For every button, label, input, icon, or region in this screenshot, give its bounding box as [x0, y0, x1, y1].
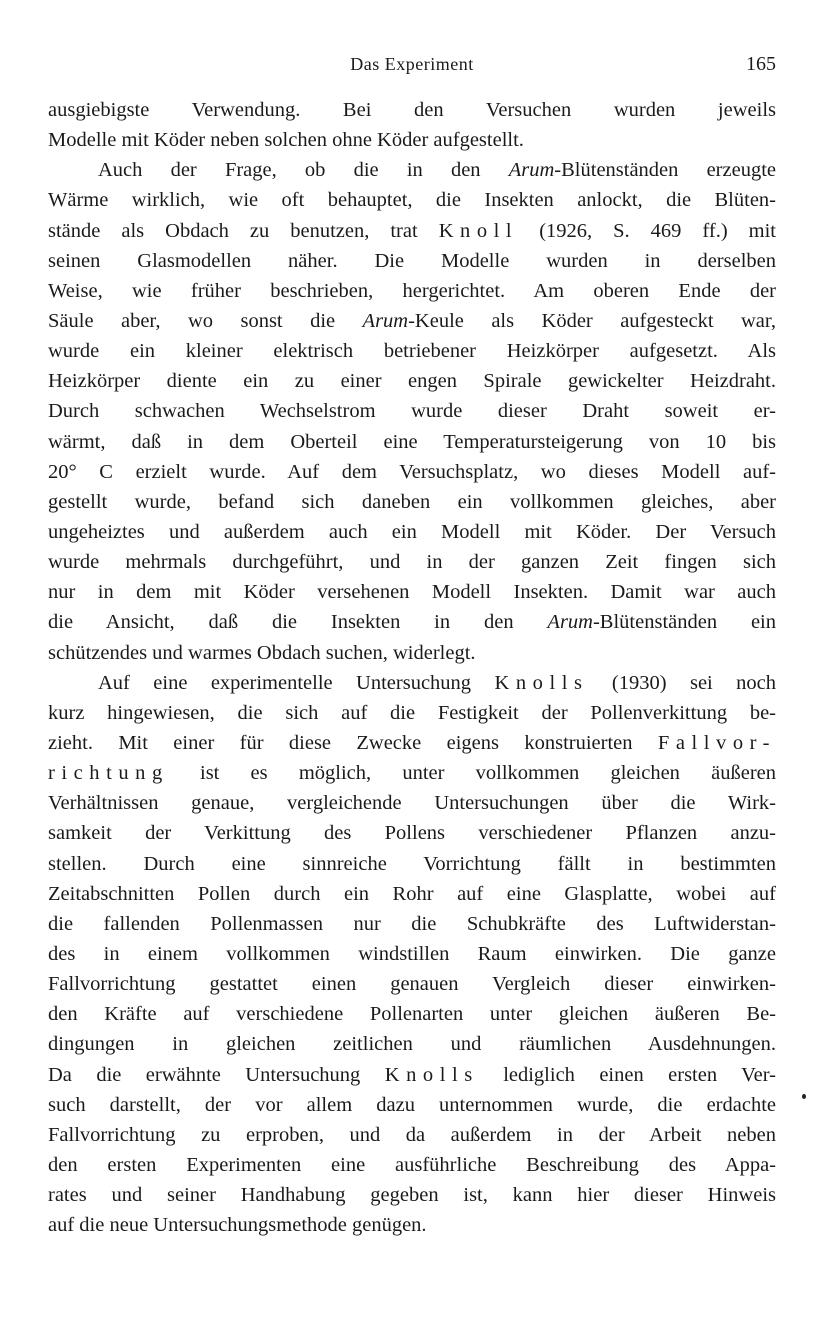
- text-line: [48, 427, 776, 457]
- text-run: Auch der Frage, ob die in den: [98, 159, 509, 182]
- text-line: [48, 698, 776, 728]
- italic-term: Arum: [508, 159, 555, 182]
- text-line: [48, 155, 776, 185]
- text-run: Heizkörper diente ein zu einer engen Spirale gewickelter Heizdraht.: [48, 370, 776, 393]
- text-line: [48, 1150, 776, 1180]
- spaced-name: Knoll: [438, 219, 519, 242]
- text-run: -Blütenständen ein: [592, 611, 776, 634]
- text-run: des in einem vollkommen windstillen Raum einwirken. Die ganze: [48, 942, 776, 965]
- paragraph: [48, 155, 776, 667]
- running-head: [48, 50, 776, 78]
- text-line: [48, 607, 776, 637]
- text-run: Da die erwähnte Untersuchung: [48, 1063, 385, 1086]
- text-run: ausgiebigste Verwendung. Bei den Versuchen wurden jeweils: [48, 99, 776, 121]
- text-line: [48, 849, 776, 879]
- italic-term: Arum: [547, 611, 593, 634]
- text-line: [48, 1029, 776, 1059]
- text-run: Modelle mit Köder neben solchen ohne Köder aufgestellt.: [48, 129, 524, 152]
- text-line: [48, 1060, 776, 1090]
- text-run: (1926, S. 469 ff.) mit: [518, 219, 776, 242]
- text-run: zieht. Mit einer für diese Zwecke eigens konstruierten: [48, 731, 658, 754]
- italic-term: Arum: [362, 309, 409, 332]
- spaced-name: Knolls: [494, 671, 589, 694]
- text-line: [48, 125, 776, 155]
- text-line: [48, 758, 776, 788]
- text-run: stellen. Durch eine sinnreiche Vorrichtung fällt in bestimmten: [48, 852, 776, 875]
- text-run: Durch schwachen Wechselstrom wurde dieser Draht soweit er-: [48, 400, 776, 423]
- text-line: [48, 969, 776, 999]
- text-run: Fallvorrichtung zu erproben, und da außerdem in der Arbeit neben: [48, 1123, 776, 1146]
- text-line: [48, 366, 776, 396]
- text-line: [48, 577, 776, 607]
- text-line: [48, 818, 776, 848]
- text-run: Weise, wie früher beschrieben, hergerichtet. Am oberen Ende der: [48, 279, 776, 302]
- text-line: [48, 638, 776, 668]
- text-run: Säule aber, wo sonst die: [48, 309, 363, 332]
- text-line: [48, 788, 776, 818]
- text-line: [48, 939, 776, 969]
- text-run: seinen Glasmodellen näher. Die Modelle wurden in derselben: [48, 249, 776, 272]
- text-line: [48, 487, 776, 517]
- text-run: Verhältnissen genaue, vergleichende Untersuchungen über die Wirk-: [48, 792, 776, 815]
- text-run: den Kräfte auf verschiedene Pollenarten unter gleichen äußeren Be-: [48, 1003, 776, 1026]
- text-run: -Keule als Köder aufgesteckt war,: [408, 309, 776, 332]
- text-line: [48, 517, 776, 547]
- text-run: ist es möglich, unter vollkommen gleichen äußeren: [168, 762, 776, 785]
- text-line: [48, 547, 776, 577]
- margin-dot: [802, 1094, 806, 1099]
- text-run: Wärme wirklich, wie oft behauptet, die Insekten anlockt, die Blüten-: [48, 189, 776, 212]
- text-run: auf die neue Untersuchungsmethode genügen.: [48, 1214, 427, 1237]
- text-line: [48, 1180, 776, 1210]
- text-run: schützendes und warmes Obdach suchen, widerlegt.: [48, 641, 476, 664]
- paragraph: [48, 668, 776, 1241]
- text-run: ungeheiztes und außerdem auch ein Modell mit Köder. Der Versuch: [48, 520, 776, 543]
- text-line: [48, 1120, 776, 1150]
- text-line: [48, 999, 776, 1029]
- text-run: Fallvorrichtung gestattet einen genauen Vergleich dieser einwirken-: [48, 973, 776, 996]
- text-line: [48, 306, 776, 336]
- text-run: die fallenden Pollenmassen nur die Schubkräfte des Luftwiderstan-: [48, 912, 776, 935]
- text-run: den ersten Experimenten eine ausführliche Beschreibung des Appa-: [48, 1153, 776, 1176]
- text-line: [48, 1090, 776, 1120]
- text-line: [48, 396, 776, 426]
- paragraph: [48, 95, 776, 155]
- text-line: [48, 276, 776, 306]
- text-line: [48, 336, 776, 366]
- text-run: samkeit der Verkittung des Pollens verschiedener Pflanzen anzu-: [48, 822, 776, 845]
- text-run: wurde ein kleiner elektrisch betriebener Heizkörper aufgesetzt. Als: [48, 340, 776, 363]
- text-run: stände als Obdach zu benutzen, trat: [48, 219, 439, 242]
- text-run: lediglich einen ersten Ver-: [478, 1063, 777, 1086]
- text-run: rates und seiner Handhabung gegeben ist, kann hier dieser Hinweis: [48, 1184, 776, 1207]
- text-line: [48, 246, 776, 276]
- text-run: wurde mehrmals durchgeführt, und in der ganzen Zeit fingen sich: [48, 551, 776, 574]
- text-run: Zeitabschnitten Pollen durch ein Rohr auf eine Glasplatte, wobei auf: [48, 882, 776, 905]
- body-text: [48, 95, 776, 1240]
- text-line: [48, 909, 776, 939]
- text-run: -Blütenständen erzeugte: [554, 159, 777, 182]
- text-run: such darstellt, der vor allem dazu unternommen wurde, die erdachte: [48, 1093, 776, 1116]
- text-line: [48, 879, 776, 909]
- text-line: [48, 185, 776, 215]
- header-title: Das Experiment: [350, 54, 474, 74]
- page-number: 165: [746, 53, 776, 75]
- spaced-name: Knolls: [384, 1063, 479, 1086]
- text-run: nur in dem mit Köder versehenen Modell Insekten. Damit war auch: [48, 581, 776, 604]
- text-run: kurz hingewiesen, die sich auf die Festigkeit der Pollenverkittung be-: [48, 701, 776, 724]
- text-line: [48, 457, 776, 487]
- text-run: Auf eine experimentelle Untersuchung: [98, 671, 495, 694]
- text-run: dingungen in gleichen zeitlichen und räumlichen Ausdehnungen.: [48, 1033, 776, 1056]
- text-line: [48, 668, 776, 698]
- text-line: [48, 95, 776, 125]
- text-run: (1930) sei noch: [588, 671, 776, 694]
- text-line: [48, 728, 776, 758]
- text-line: [48, 1210, 776, 1240]
- text-run: gestellt wurde, befand sich daneben ein vollkommen gleiches, aber: [48, 490, 776, 513]
- text-line: [48, 216, 776, 246]
- text-run: wärmt, daß in dem Oberteil eine Temperatursteigerung von 10 bis: [48, 430, 776, 453]
- spaced-name: Fallvor-: [657, 731, 776, 754]
- text-run: die Ansicht, daß die Insekten in den: [48, 611, 548, 634]
- text-run: 20° C erzielt wurde. Auf dem Versuchsplatz, wo dieses Modell auf-: [48, 460, 776, 483]
- spaced-name: richtung: [48, 762, 169, 785]
